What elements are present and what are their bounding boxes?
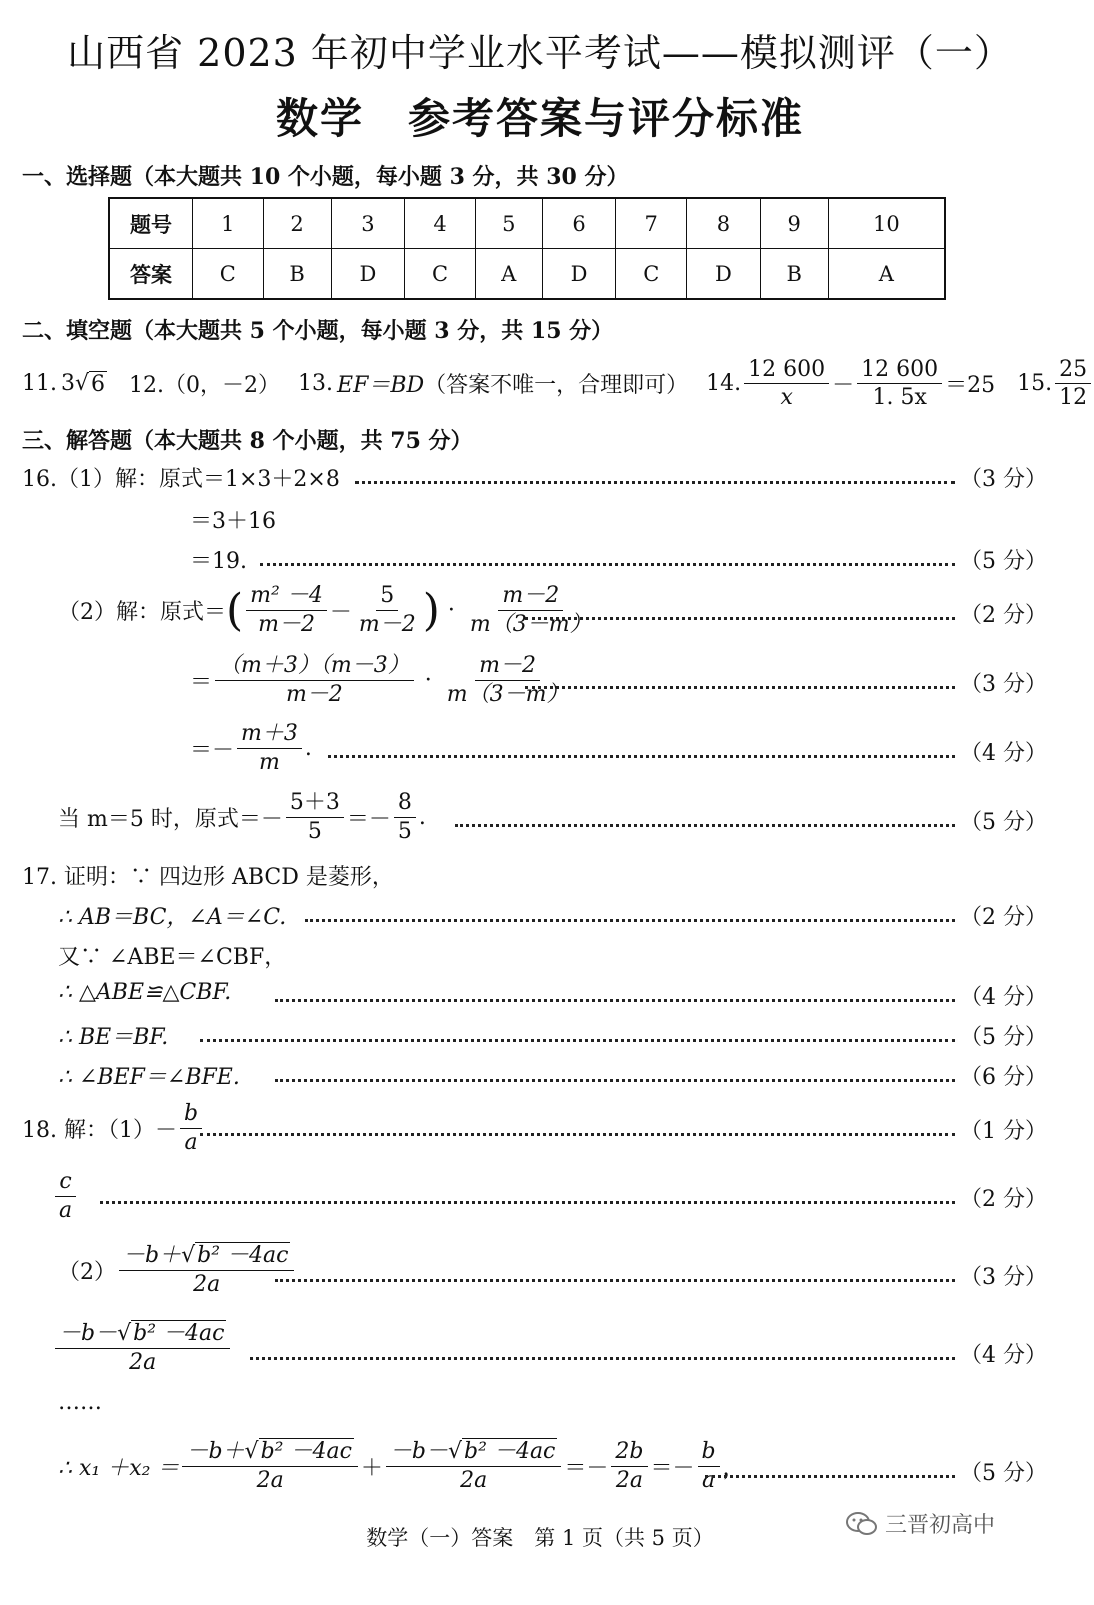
question-number: 8: [687, 198, 761, 249]
fraction-denominator: 2a: [256, 1467, 284, 1493]
leader-dots: [305, 919, 955, 922]
score-label: （3 分）: [960, 1265, 1047, 1290]
wechat-icon: [845, 1511, 879, 1537]
q17-line2: ∴ AB＝BC，∠A＝∠C.: [58, 905, 287, 930]
plus-sign: ＋: [360, 1455, 383, 1481]
sqrt-sign: √: [75, 371, 90, 397]
q18-line2: [52, 1168, 79, 1224]
fraction-denominator: 2a: [129, 1349, 157, 1375]
fraction-denominator: 2a: [615, 1467, 644, 1493]
answer-15-fraction: [1055, 358, 1091, 409]
question-number: 3: [331, 198, 405, 249]
q16-part2-line3: [190, 720, 312, 776]
score-label: （4 分）: [960, 985, 1047, 1010]
leader-dots: [525, 617, 955, 620]
q16-part1-line3: ＝19.: [190, 549, 247, 574]
leader-dots: [455, 824, 955, 827]
score-label: （3 分）: [960, 467, 1047, 492]
period: .: [418, 804, 426, 830]
q18-part2-label: （2）: [58, 1259, 116, 1285]
fraction: [443, 654, 573, 705]
equals-minus: ＝－: [564, 1455, 609, 1481]
dot-operator: ·: [447, 597, 455, 623]
q18-line3: [58, 1240, 297, 1300]
fraction-denominator: 5: [397, 818, 412, 844]
page-footer: 数学（一）答案 第 1 页（共 5 页）: [366, 1526, 714, 1550]
fraction-denominator: 12: [1059, 385, 1088, 411]
right-paren: ): [422, 584, 440, 636]
fraction-denominator: m（3－m）: [446, 681, 569, 707]
fraction: [55, 1170, 76, 1221]
q17-line4: ∴ △ABE≌△CBF.: [58, 980, 232, 1005]
equals-minus: ＝－: [650, 1455, 695, 1481]
q18-line5: [58, 1434, 745, 1498]
score-label: （5 分）: [960, 549, 1047, 574]
sqrt-sign: √: [244, 1439, 259, 1465]
left-paren: (: [226, 584, 244, 636]
answer-cell: D: [542, 249, 616, 300]
comma: ，: [722, 1455, 745, 1481]
fraction-denominator: 2a: [460, 1467, 488, 1493]
score-label: （2 分）: [960, 905, 1047, 930]
fraction-denominator: a: [702, 1467, 716, 1493]
leader-dots: [200, 1039, 955, 1042]
fraction: [215, 654, 414, 705]
leader-dots: [250, 1357, 955, 1360]
fraction-denominator: m: [259, 749, 280, 775]
minus-sign: －: [832, 373, 855, 399]
fraction-numerator: [182, 1440, 357, 1466]
fill-in-answers: [22, 358, 1094, 409]
q18-line4: [52, 1318, 233, 1378]
fraction-numerator: [119, 1244, 294, 1270]
q18-label: 18. 解：（1）－: [22, 1117, 177, 1143]
fraction-numerator: 12 600: [744, 358, 829, 384]
leader-dots: [275, 1079, 955, 1082]
equals-minus: ＝－: [346, 806, 391, 832]
fraction-denominator: m－2: [285, 681, 343, 707]
quadratic-root-fraction: [55, 1322, 230, 1373]
watermark: [845, 1508, 995, 1539]
document-title: 山西省 2023 年初中学业水平考试——模拟测评（一）: [67, 31, 1013, 75]
period: .: [304, 735, 312, 761]
question-number: 9: [760, 198, 828, 249]
numerator-prefix: －b＋: [186, 1439, 245, 1465]
fraction-denominator: m－2: [358, 611, 416, 637]
fraction-numerator: c: [55, 1170, 75, 1196]
sqrt-sign: √: [117, 1321, 132, 1347]
numerator-prefix: －b－: [59, 1321, 118, 1347]
q16-part1-line1: 16.（1）解：原式＝1×3＋2×8: [22, 467, 340, 492]
score-label: （2 分）: [960, 1187, 1047, 1212]
score-label: （4 分）: [960, 741, 1047, 766]
fraction: [182, 1440, 357, 1491]
fraction-numerator: 8: [394, 791, 416, 817]
q16-part2-label: （2）解：原式＝: [58, 599, 226, 625]
score-label: （5 分）: [960, 1461, 1047, 1486]
answer-14-label: 14.: [706, 371, 742, 397]
answer-12: 12.（0，－2）: [129, 373, 281, 399]
fraction-numerator: m² －4: [246, 584, 327, 610]
fraction-numerator: 5: [376, 584, 398, 610]
fraction: [466, 584, 596, 635]
fraction-denominator: a: [184, 1129, 198, 1155]
fraction: [386, 1440, 561, 1491]
question-number: 10: [828, 198, 945, 249]
score-label: （1 分）: [960, 1119, 1047, 1144]
numerator-prefix: －b＋: [123, 1243, 182, 1269]
fraction-numerator: [386, 1440, 561, 1466]
table-row-answers: [109, 249, 945, 300]
fraction-numerator: （m＋3）（m－3）: [215, 654, 414, 680]
answer-table: [108, 197, 946, 300]
sqrt-sign: √: [181, 1243, 196, 1269]
fraction: [246, 584, 327, 635]
score-label: （5 分）: [960, 1025, 1047, 1050]
q16-part2-line2: [190, 650, 575, 710]
fraction-denominator: 1. 5x: [872, 385, 927, 411]
answer-15-label: 15.: [1017, 371, 1053, 397]
answer-11-label: 11.: [22, 371, 57, 397]
answer-cell: C: [193, 249, 264, 300]
fraction-denominator: m－2: [258, 611, 315, 637]
section1-heading: 一、选择题（本大题共 10 个小题，每小题 3 分，共 30 分）: [22, 164, 629, 190]
fraction-numerator: 25: [1055, 358, 1091, 384]
fraction: [355, 584, 420, 635]
sum-of-roots-lhs: ∴ x₁ ＋x₂ ＝: [58, 1455, 180, 1481]
answer-cell: C: [405, 249, 476, 300]
answer-cell: D: [331, 249, 405, 300]
minus-sign: －: [329, 599, 352, 625]
leader-dots: [705, 1475, 955, 1478]
radicand: b² －4ac: [133, 1321, 225, 1347]
leader-dots: [275, 1279, 955, 1282]
quadratic-root-fraction: [119, 1244, 294, 1295]
fraction-numerator: m－2: [475, 654, 540, 680]
fraction-denominator: 2a: [193, 1271, 221, 1297]
sqrt-sign: √: [448, 1439, 463, 1465]
question-number: 5: [475, 198, 542, 249]
fraction: [237, 722, 302, 773]
answer-cell: B: [760, 249, 828, 300]
fraction-numerator: 2b: [611, 1440, 647, 1466]
answer-cell: B: [263, 249, 331, 300]
leader-dots: [355, 481, 955, 484]
score-label: （6 分）: [960, 1065, 1047, 1090]
fraction-numerator: b: [180, 1102, 202, 1128]
section2-heading: 二、填空题（本大题共 5 个小题，每小题 3 分，共 15 分）: [22, 318, 614, 344]
document-subtitle: 数学 参考答案与评分标准: [275, 94, 804, 143]
dot-operator: ·: [424, 667, 432, 693]
fraction-numerator: m＋3: [237, 722, 302, 748]
answer-13-equation: EF＝BD: [337, 373, 425, 399]
equals-minus: ＝－: [190, 737, 235, 763]
fraction-numerator: b: [698, 1440, 720, 1466]
equals-sign: ＝: [190, 669, 213, 695]
question-number: 6: [542, 198, 616, 249]
row-label-question: 题号: [109, 198, 193, 249]
fraction-numerator: m－2: [498, 584, 563, 610]
row-label-answer: 答案: [109, 249, 193, 300]
fraction-numerator: 5＋3: [286, 791, 344, 817]
score-label: （5 分）: [960, 810, 1047, 835]
radicand: b² －4ac: [464, 1439, 556, 1465]
q18-line1: [22, 1100, 205, 1156]
answer-cell: A: [828, 249, 945, 300]
fraction-numerator: 12 600: [857, 358, 942, 384]
score-label: （2 分）: [960, 603, 1047, 628]
answer-11-radicand: 6: [91, 371, 106, 397]
fraction-denominator: x: [780, 385, 793, 411]
leader-dots: [328, 755, 955, 758]
question-number: 7: [616, 198, 687, 249]
leader-dots: [275, 999, 955, 1002]
question-number: 4: [405, 198, 476, 249]
section3-heading: 三、解答题（本大题共 8 个小题，共 75 分）: [22, 428, 473, 454]
fraction-denominator: a: [59, 1197, 73, 1223]
answer-14-fraction-2: [857, 358, 942, 409]
substitution-text: 当 m＝5 时，原式＝－: [58, 806, 283, 832]
q16-part1-line2: ＝3＋16: [190, 509, 276, 534]
radicand: b² －4ac: [197, 1243, 289, 1269]
radicand: b² －4ac: [260, 1439, 352, 1465]
q16-part2-line1: [58, 578, 599, 642]
score-label: （3 分）: [960, 672, 1047, 697]
fraction-denominator: 5: [307, 818, 322, 844]
question-number: 2: [263, 198, 331, 249]
q17-line6: ∴ ∠BEF＝∠BFE.: [58, 1065, 240, 1090]
fraction: [611, 1440, 647, 1491]
answer-cell: A: [475, 249, 542, 300]
q17-line3: 又∵ ∠ABE＝∠CBF，: [58, 945, 287, 970]
answer-13-label: 13.: [298, 371, 334, 397]
score-label: （4 分）: [960, 1343, 1047, 1368]
watermark-text: 三晋初高中: [885, 1513, 996, 1538]
fraction: [286, 791, 344, 842]
leader-dots: [100, 1201, 955, 1204]
answer-14-rhs: ＝25: [945, 373, 996, 399]
leader-dots: [525, 686, 955, 689]
answer-14-fraction-1: [744, 358, 829, 409]
answer-13-note: （答案不唯一，合理即可）: [424, 373, 689, 399]
fraction-denominator: m（3－m）: [469, 611, 592, 637]
answer-11-coef: 3: [61, 371, 75, 397]
answer-cell: D: [687, 249, 761, 300]
question-number: 1: [193, 198, 264, 249]
fraction: [698, 1440, 720, 1491]
numerator-prefix: －b－: [389, 1439, 449, 1465]
leader-dots: [260, 563, 955, 566]
table-row-numbers: [109, 198, 945, 249]
fraction: [180, 1102, 202, 1153]
leader-dots: [200, 1133, 955, 1136]
fraction: [394, 791, 416, 842]
q16-part2-line4: [58, 788, 426, 846]
fraction-numerator: [55, 1322, 230, 1348]
q17-line1: 17. 证明：∵ 四边形 ABCD 是菱形，: [22, 865, 394, 890]
ellipsis: ……: [58, 1390, 102, 1415]
answer-cell: C: [616, 249, 687, 300]
q17-line5: ∴ BE＝BF.: [58, 1025, 169, 1050]
